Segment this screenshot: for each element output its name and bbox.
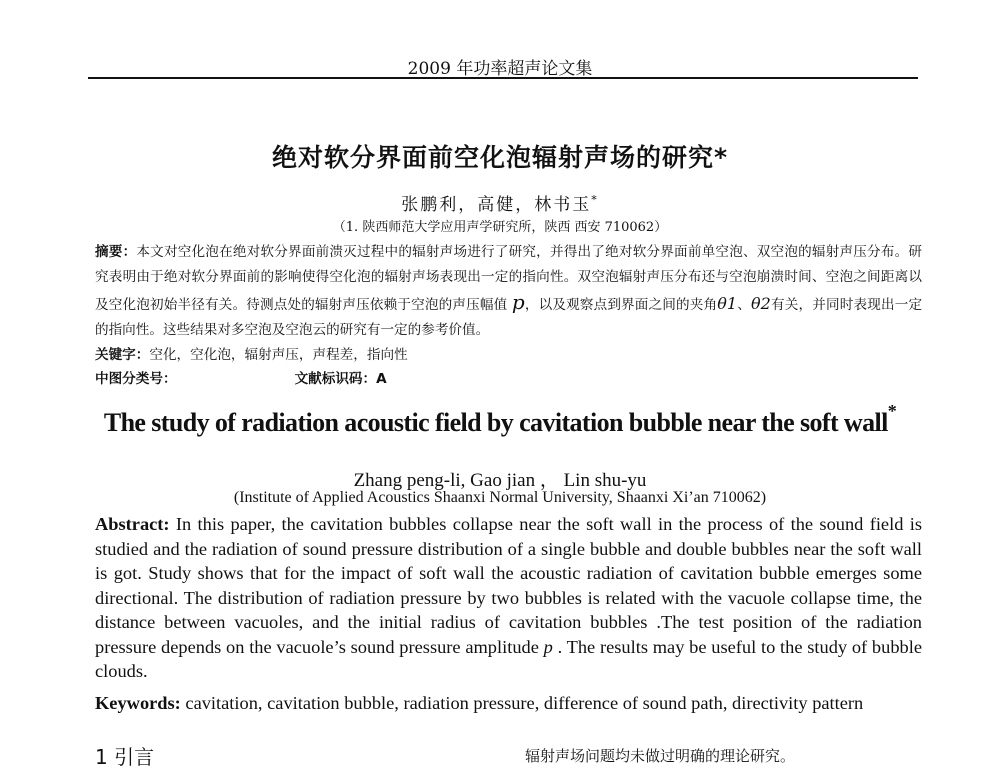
chinese-abstract-label: 摘要： bbox=[95, 244, 137, 260]
english-abstract-label: Abstract: bbox=[95, 514, 170, 534]
section-heading: 1 引言 bbox=[95, 745, 155, 769]
classification-label: 中图分类号： bbox=[95, 371, 177, 387]
chinese-abstract-text-1: 本文对空化泡在绝对软分界面前溃灭过程中的辐射声场进行了研究，并得出了绝对软分界面前单空泡、双空泡的辐射声压分布。研究表明由于绝对软分界面前的影响使得空化泡的辐射声场表现出一定的指向性。双空泡辐射声压分布还与空泡崩溃时间、空泡之间距离以及空化泡初始半径有关。待测点处的辐射声压依赖于空泡的声压幅值 bbox=[95, 244, 923, 313]
chinese-abstract-text-2: ，以及观察点到界面之间的夹角 bbox=[524, 297, 718, 313]
chinese-keywords-text: 空化，空化泡，辐射声压，声程差，指向性 bbox=[149, 347, 408, 363]
english-keywords-text: cavitation, cavitation bubble, radiation pressure, difference of sound path, directivity pattern bbox=[180, 693, 864, 713]
english-abstract bbox=[95, 512, 922, 684]
header-rule bbox=[88, 77, 918, 79]
english-title-text: The study of radiation acoustic field by cavitation bubble near the soft wall bbox=[103, 408, 888, 437]
symbol-theta1: θ1 bbox=[717, 294, 738, 313]
chinese-affiliation: （1. 陕西师范大学应用声学研究所，陕西 西安 710062） bbox=[332, 220, 668, 235]
english-affiliation: (Institute of Applied Acoustics Shaanxi Normal University, Shaanxi Xi’an 710062) bbox=[233, 489, 767, 506]
chinese-author-names: 张鹏利，高健，林书玉 bbox=[401, 195, 592, 215]
chinese-keywords bbox=[95, 343, 408, 363]
english-title bbox=[0, 401, 1000, 438]
column2-text: 辐射声场问题均未做过明确的理论研究。 bbox=[525, 747, 796, 765]
symbol-p: p bbox=[511, 290, 525, 314]
running-header: 2009 年功率超声论文集 bbox=[407, 59, 593, 79]
english-authors: Zhang peng-li, Gao jian ， Lin shu-yu bbox=[353, 470, 647, 491]
chinese-keywords-label: 关键字： bbox=[95, 347, 150, 363]
chinese-abstract bbox=[95, 240, 922, 343]
chinese-abstract-text-3: 有关，并同时表现出一定的指向性。这些结果对多空泡及空泡云的研究有一定的参考价值。 bbox=[95, 297, 923, 338]
author-mark: * bbox=[591, 193, 599, 207]
symbol-separator: 、 bbox=[737, 297, 752, 313]
chinese-authors bbox=[0, 190, 1000, 215]
chinese-title: 绝对软分界面前空化泡辐射声场的研究* bbox=[271, 143, 729, 172]
english-abstract-text-1: In this paper, the cavitation bubbles collapse near the soft wall in the process of the sound field is studied and the radiation of sound pressure distribution of a single bubble and double bubbles near the soft wall is got. Study shows that for the impact of soft wall the acoustic radiation of cavitation bubble emerges some directional. The distribution of radiation pressure by two bubbles is related with the vacuole collapse time, the distance between vacuoles, and the initial radius of cavitation bubbles .The test position of the radiation pressure depends on the vacuole’s sound pressure amplitude bbox=[95, 514, 922, 657]
classification-line bbox=[95, 367, 387, 387]
english-abstract-text-2: . The results may be useful to the study of bubble clouds. bbox=[95, 636, 922, 681]
document-code: 文献标识码：A bbox=[294, 371, 387, 387]
english-title-mark: * bbox=[887, 401, 897, 421]
english-keywords-label: Keywords: bbox=[95, 693, 181, 713]
english-symbol-p: p bbox=[543, 636, 553, 657]
symbol-theta2: θ2 bbox=[751, 294, 771, 313]
english-keywords bbox=[95, 692, 922, 714]
